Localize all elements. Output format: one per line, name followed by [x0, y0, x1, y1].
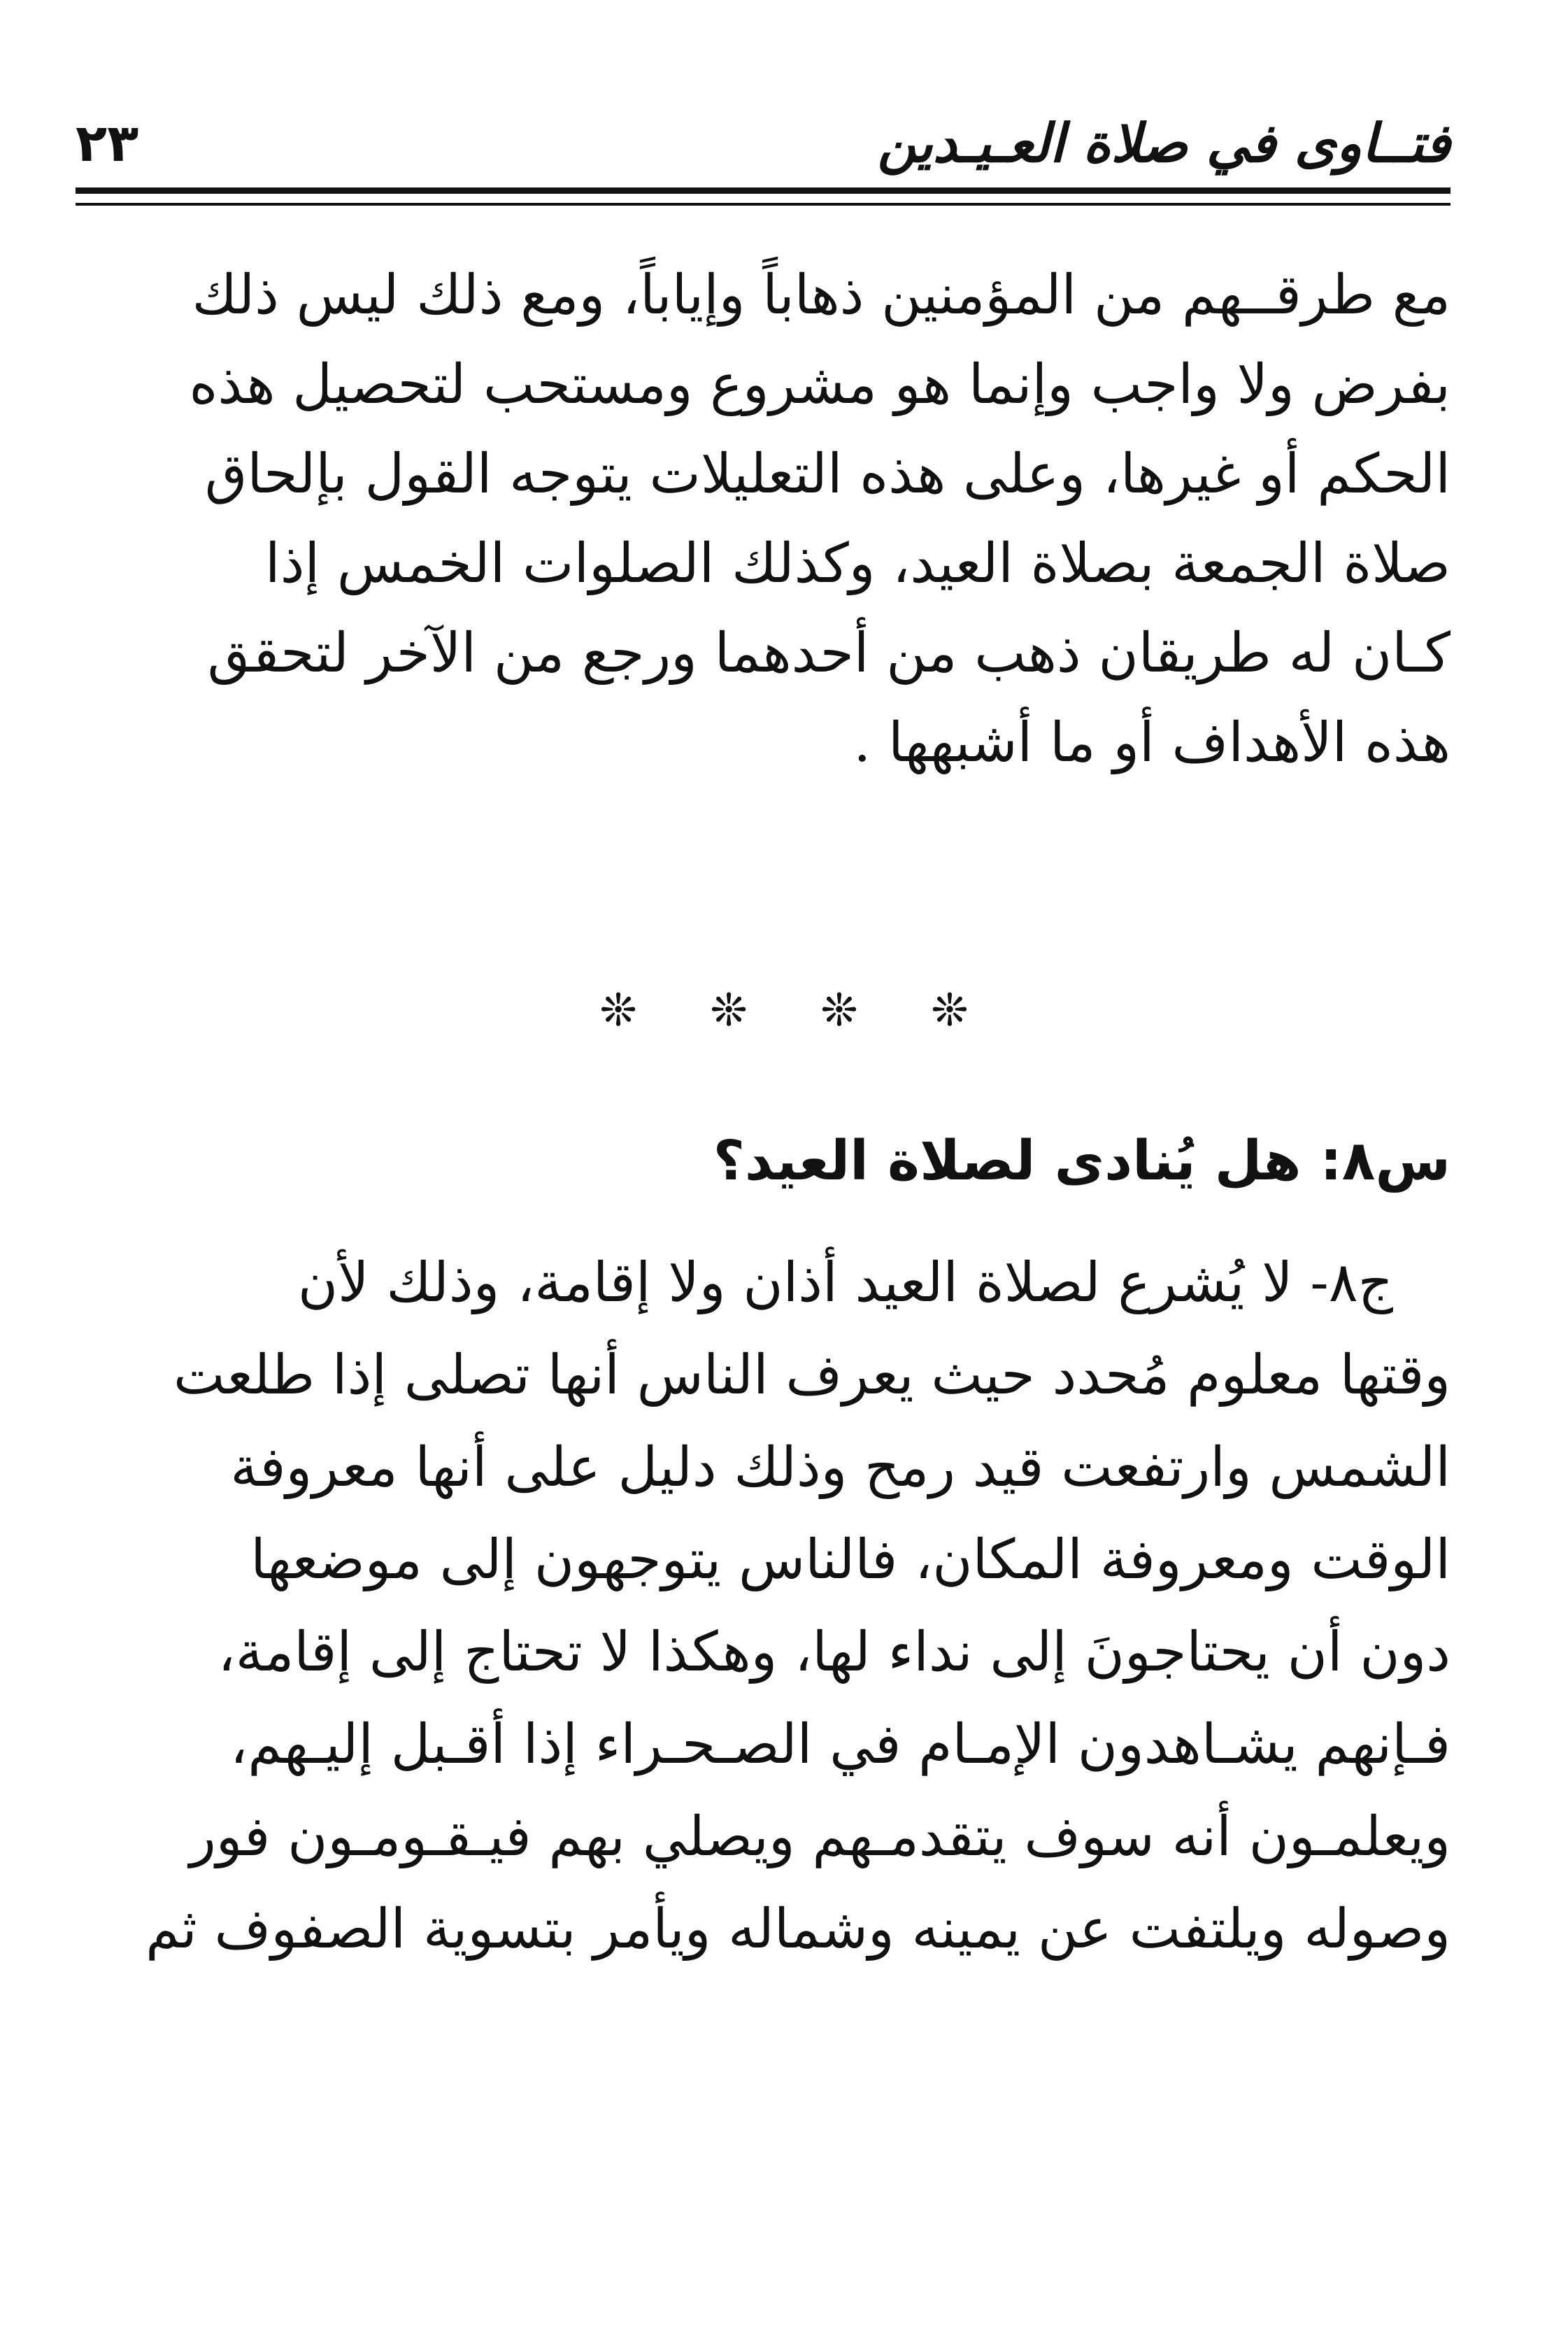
paragraph-1: [76, 250, 1451, 788]
paragraph-line: دون أن يحتاجونَ إلى نداء لها، وهكذا لا تحتاج إلى إقامة،: [218, 1621, 1451, 1684]
paragraph-line: وقتها معلوم مُحدد حيث يعرف الناس أنها تصلى إذا طلعت: [173, 1344, 1451, 1407]
running-title: فتــاوى في صلاة العـيـدين: [877, 112, 1451, 174]
star-ornament-icon: ❊: [820, 985, 858, 1037]
header-rule-thin: [76, 203, 1451, 206]
paragraph-line: وصوله ويلتفت عن يمينه وشماله ويأمر بتسوية الصفوف ثم: [145, 1898, 1451, 1961]
paragraph-line: فـإنهم يشـاهدون الإمـام في الصـحـراء إذا أقـبل إليـهم،: [230, 1713, 1451, 1776]
page-header: [76, 105, 1451, 182]
header-rule-thick: [76, 187, 1451, 194]
paragraph-line: الشمس وارتفعت قيد رمح وذلك دليل على أنها معروفة: [230, 1436, 1451, 1499]
star-ornament-icon: ❊: [931, 985, 969, 1037]
star-ornament-icon: ❊: [599, 985, 637, 1037]
paragraph-line: كـان له طريقان ذهب من أحدهما ورجع من الآخر لتحقق: [207, 622, 1451, 685]
paragraph-line: الحكم أو غيرها، وعلى هذه التعليلات يتوجه القول بإلحاق: [204, 443, 1451, 506]
paragraph-line: ويعلمـون أنه سوف يتقدمـهم ويصلي بهم فيـقـومـون فور: [190, 1805, 1451, 1868]
paragraph-line: ج٨- لا يُشرع لصلاة العيد أذان ولا إقامة، وذلك لأن: [297, 1251, 1393, 1314]
paragraph-2: [76, 1237, 1451, 1975]
page-number: ٢٣: [76, 113, 139, 173]
paragraph-line: بفرض ولا واجب وإنما هو مشروع ومستحب لتحصيل هذه: [189, 353, 1451, 416]
paragraph-line: صلاة الجمعة بصلاة العيد، وكذلك الصلوات الخمس إذا: [265, 532, 1451, 595]
paragraph-line: الوقت ومعروفة المكان، فالناس يتوجهون إلى موضعها: [250, 1528, 1451, 1591]
section-separator: [0, 972, 1568, 1049]
paragraph-line: هذه الأهداف أو ما أشبهها .: [853, 711, 1451, 774]
paragraph-line: مع طرقــهم من المؤمنين ذهاباً وإياباً، ومع ذلك ليس ذلك: [192, 264, 1451, 327]
star-ornament-icon: ❊: [710, 985, 748, 1037]
question-heading: س٨: هل يُنادى لصلاة العيد؟: [713, 1130, 1451, 1193]
